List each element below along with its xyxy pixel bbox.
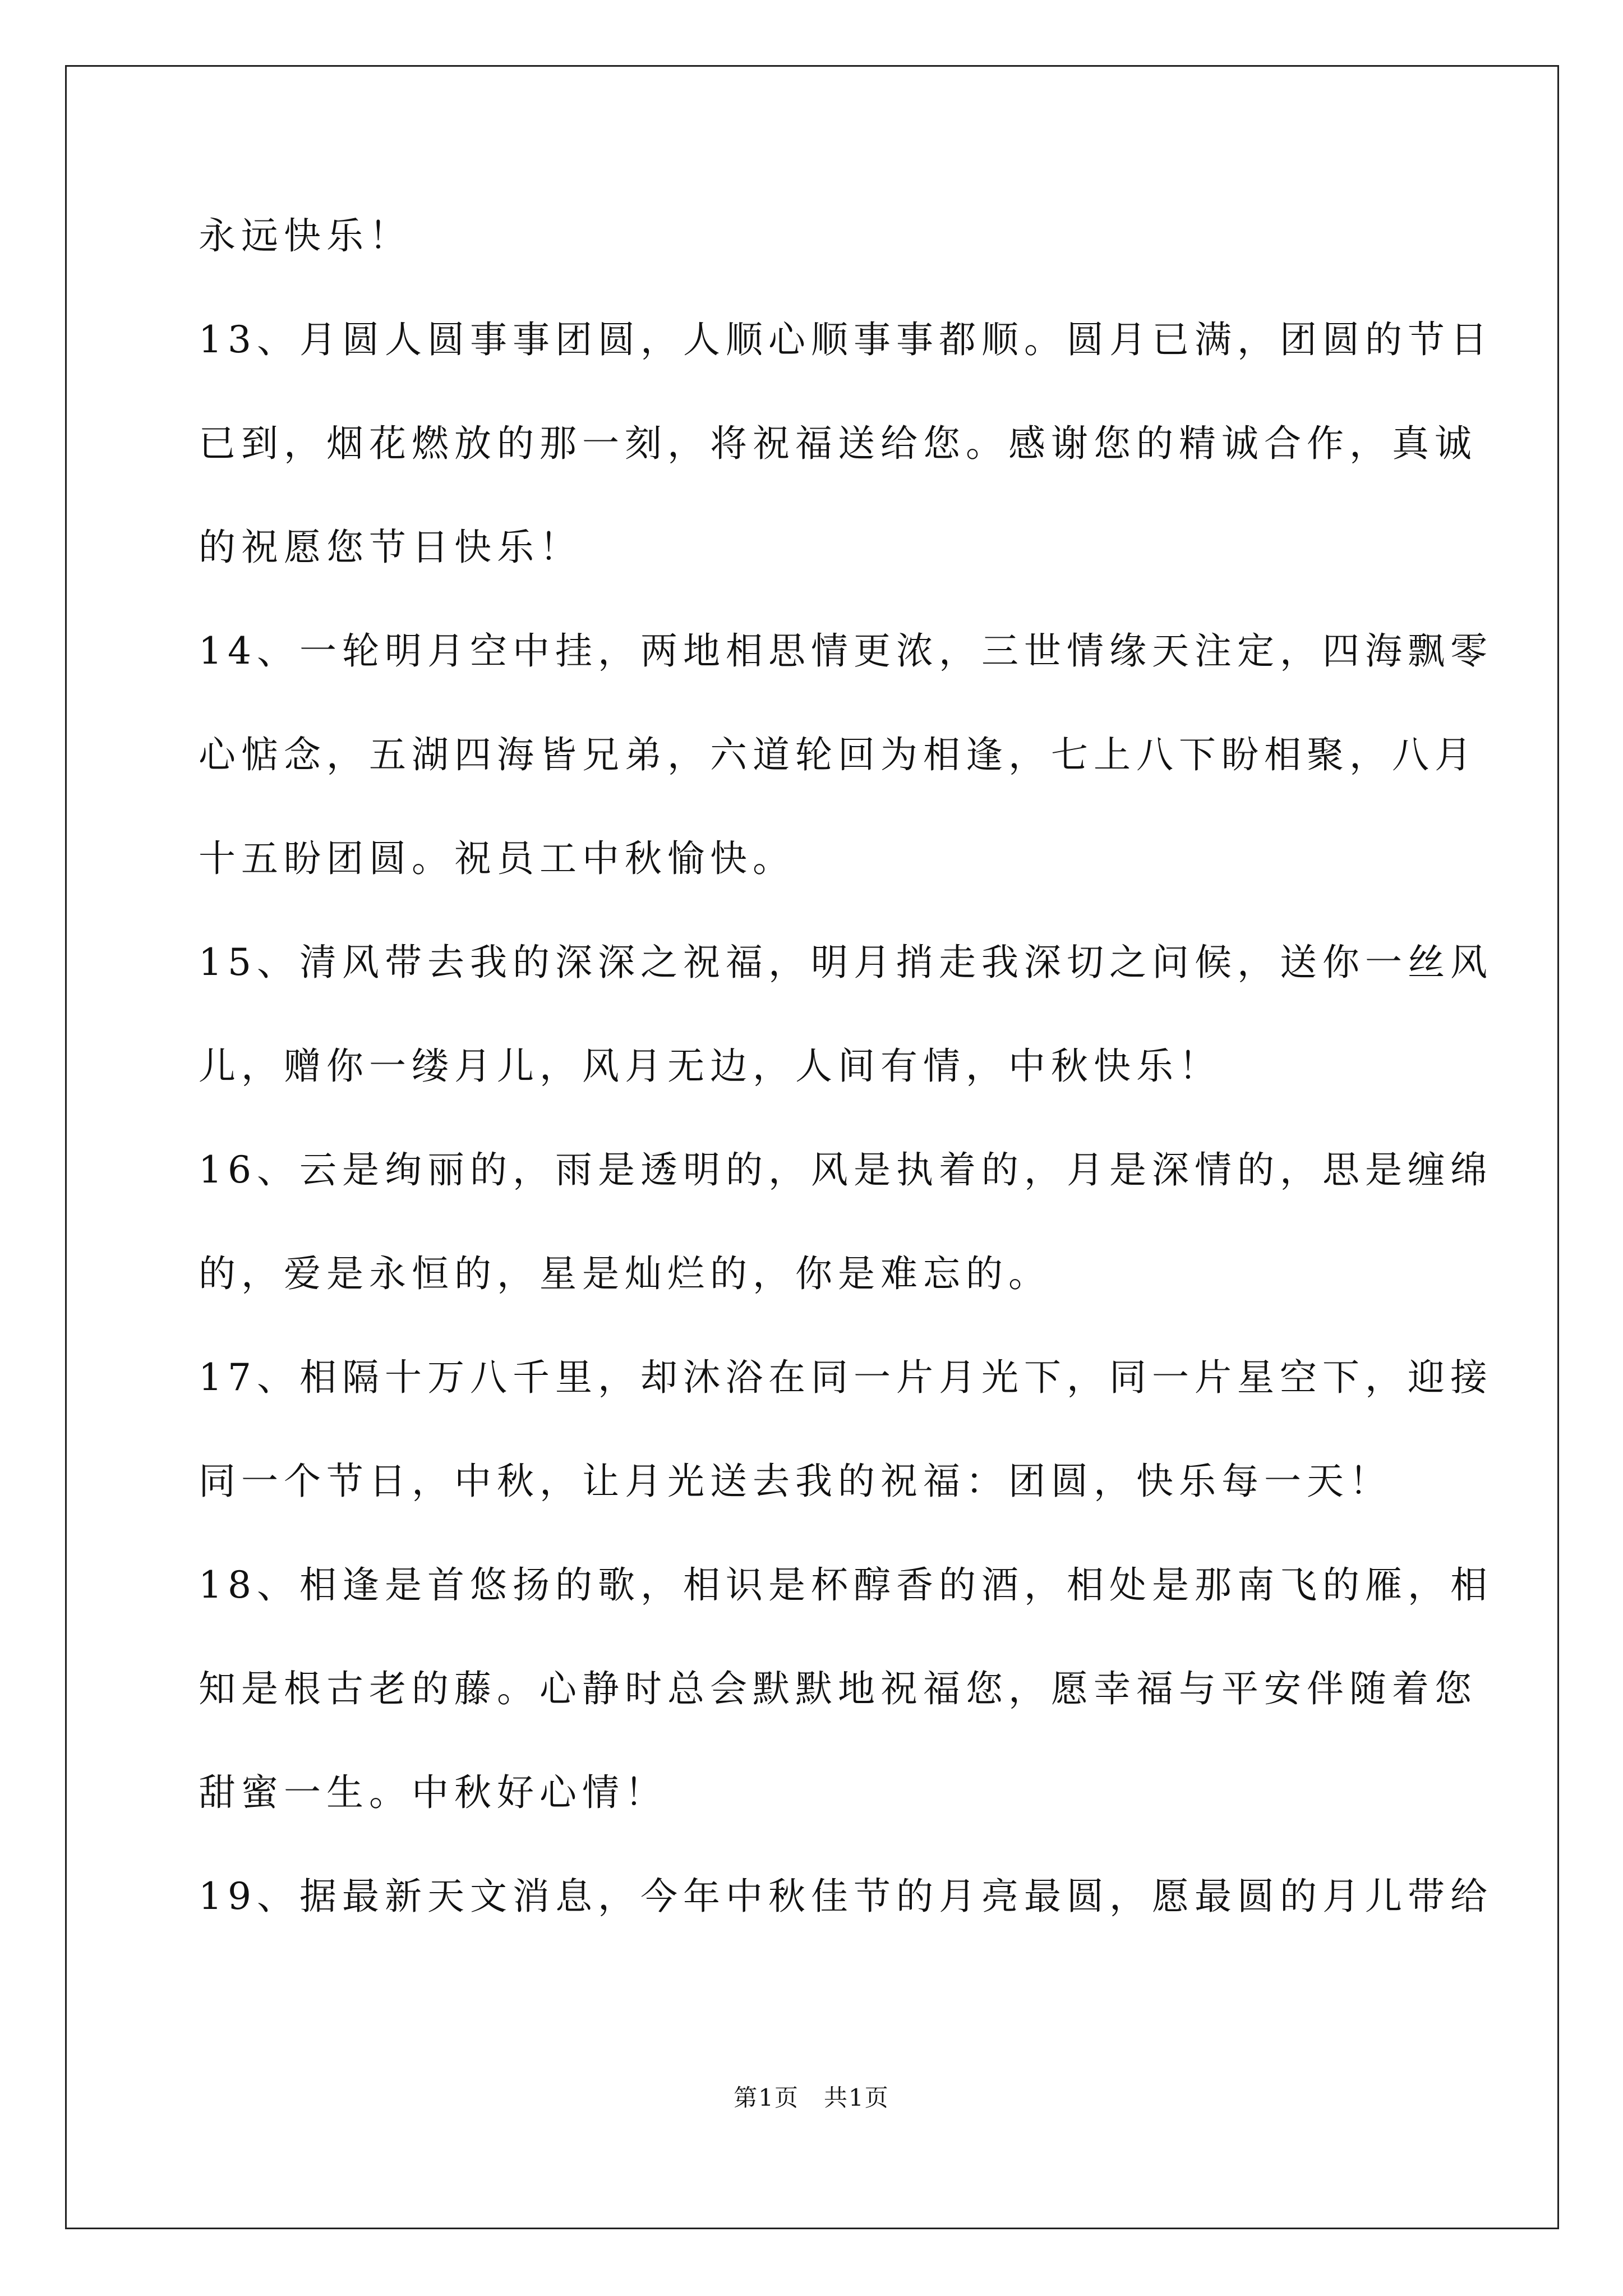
page-number: 第1页 共1页 (734, 2084, 889, 2111)
text-line: 永远快乐！ (199, 214, 412, 257)
text-line: 的祝愿您节日快乐！ (199, 526, 582, 569)
text-line: 19、据最新天文消息，今年中秋佳节的月亮最圆，愿最圆的月儿带给 (199, 1875, 1493, 1918)
text-line: 18、相逢是首悠扬的歌，相识是杯醇香的酒，相处是那南飞的雁，相 (199, 1563, 1493, 1607)
text-line: 儿，赠你一缕月儿，风月无边，人间有情，中秋快乐！ (199, 1045, 1221, 1088)
text-line: 14、一轮明月空中挂，两地相思情更浓，三世情缘天注定，四海飘零 (199, 629, 1493, 673)
text-line: 心惦念，五湖四海皆兄弟，六道轮回为相逢，七上八下盼相聚，八月 (199, 733, 1477, 776)
text-line: 17、相隔十万八千里，却沐浴在同一片月光下，同一片星空下，迎接 (199, 1356, 1493, 1399)
text-line: 甜蜜一生。中秋好心情！ (199, 1771, 667, 1814)
text-line: 13、月圆人圆事事团圆，人顺心顺事事都顺。圆月已满，团圆的节日 (199, 318, 1493, 361)
text-line: 的，爱是永恒的，星是灿烂的，你是难忘的。 (199, 1252, 1051, 1295)
text-line: 已到，烟花燃放的那一刻，将祝福送给您。感谢您的精诚合作，真诚 (199, 422, 1477, 465)
text-line: 同一个节日，中秋，让月光送去我的祝福：团圆，快乐每一天！ (199, 1460, 1392, 1503)
text-line: 知是根古老的藤。心静时总会默默地祝福您，愿幸福与平安伴随着您 (199, 1667, 1477, 1710)
text-line: 十五盼团圆。祝员工中秋愉快。 (199, 837, 795, 880)
text-line: 16、云是绚丽的，雨是透明的，风是执着的，月是深情的，思是缠绵 (199, 1148, 1493, 1191)
text-line: 15、清风带去我的深深之祝福，明月捎走我深切之问候，送你一丝风 (199, 941, 1493, 984)
